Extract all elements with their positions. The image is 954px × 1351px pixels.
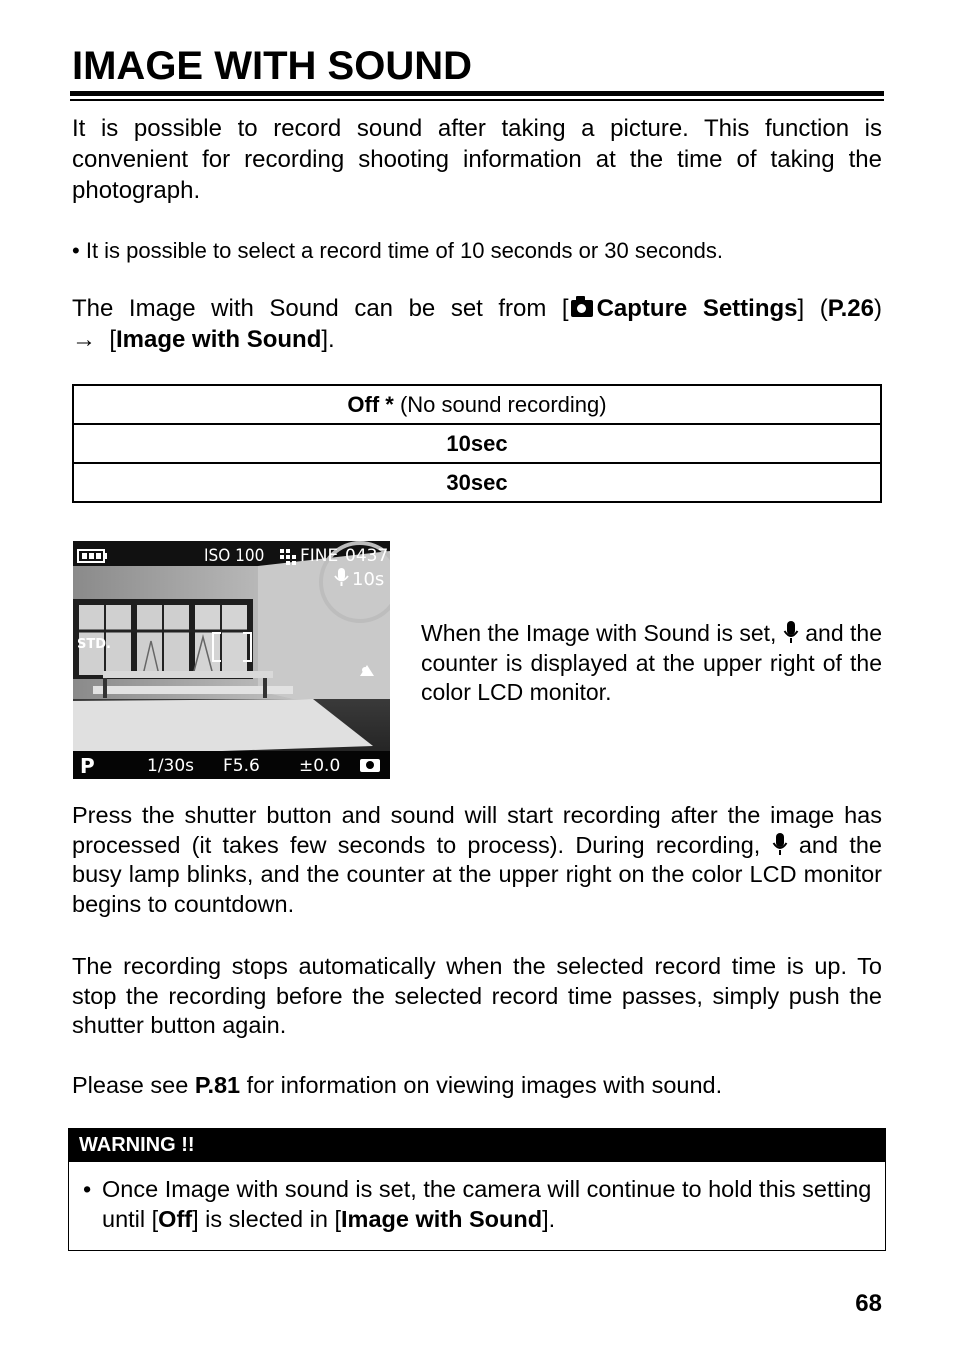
- seealso-after: for information on viewing images with sound.: [240, 1072, 723, 1098]
- page-ref-26: P.26: [827, 295, 874, 322]
- capture-path-after: ): [874, 295, 882, 322]
- warning-image-with-sound-ref: Image with Sound: [341, 1206, 543, 1232]
- lcd-exposure-comp: ±0.0: [299, 756, 341, 776]
- title-rule-thick: [70, 91, 884, 96]
- recording-stops-paragraph: The recording stops automatically when the selected record time is up. To stop the recording before the selected record time passes, simply push the shutter button again.: [72, 953, 882, 1038]
- lcd-aperture: F5.6: [223, 756, 260, 776]
- page-ref-81: P.81: [194, 1072, 241, 1098]
- warning-text: [102, 1174, 873, 1234]
- capture-path-row2: [72, 324, 882, 355]
- option-30sec-label: 30sec: [446, 469, 508, 495]
- option-cell-30sec: [73, 463, 881, 502]
- title-rule-thin: [70, 99, 884, 101]
- warning-text-1: Once Image with sound is set, the camera will continue to hold this setting until [: [102, 1176, 872, 1232]
- warning-header-text: WARNING !!: [79, 1134, 195, 1156]
- lcd-exposure-mode: P: [80, 754, 95, 778]
- table-row: [73, 463, 881, 502]
- option-off-note: (No sound recording): [393, 391, 607, 417]
- lcd-scene: [73, 541, 390, 779]
- bullet-dot: •: [72, 238, 80, 263]
- press-after: and the busy lamp blinks, and the counter at the upper right on the color LCD monitor begins to countdown.: [72, 831, 882, 917]
- capture-settings-path: [72, 293, 882, 355]
- lcd-sound-counter: 10s: [352, 569, 385, 590]
- lcd-caption: [421, 619, 882, 708]
- table-row: [73, 424, 881, 463]
- lcd-iso: ISO 100: [204, 546, 265, 566]
- capture-path-prefix: The Image with Sound can be set from [: [72, 295, 569, 322]
- lcd-monitor-photo: [73, 541, 390, 779]
- option-cell-off: [73, 385, 881, 424]
- record-time-note-text: It is possible to select a record time of 10 seconds or 30 seconds.: [85, 238, 723, 263]
- option-cell-10sec: [73, 424, 881, 463]
- intro-paragraph: It is possible to record sound after taking a picture. This function is convenient for recording shooting information at the time of taking the photograph.: [72, 115, 882, 204]
- warning-body: [83, 1174, 873, 1234]
- image-with-sound-menu-ref: Image with Sound: [116, 326, 322, 353]
- record-time-note: [72, 235, 882, 266]
- arrow-right-icon: →: [72, 326, 96, 353]
- table-row: [73, 385, 881, 424]
- capture-path-row1: [72, 293, 882, 324]
- press-before: Press the shutter button and sound will start recording after the image has processed (it takes few seconds to process). During recording,: [72, 802, 882, 858]
- bracket-open: [: [109, 326, 117, 353]
- lcd-shutter-speed: 1/30s: [147, 756, 195, 776]
- microphone-icon: [772, 832, 788, 856]
- warning-bullet: •: [83, 1176, 92, 1202]
- camera-icon: [571, 300, 593, 317]
- options-table: [72, 384, 882, 503]
- warning-text-3: ].: [542, 1206, 556, 1232]
- capture-settings-menu-ref: Capture Settings: [596, 295, 798, 322]
- seealso-before: Please see: [72, 1072, 195, 1098]
- caption-before: When the Image with Sound is set,: [421, 620, 777, 646]
- page-title: IMAGE WITH SOUND: [72, 44, 472, 88]
- warning-off-ref: Off: [158, 1206, 193, 1232]
- warning-box: [68, 1128, 886, 1251]
- bracket-close: ].: [321, 326, 335, 353]
- page-number: 68: [855, 1290, 882, 1317]
- option-10sec-label: 10sec: [446, 430, 508, 456]
- lcd-shots-remaining: 0437: [345, 546, 389, 566]
- warning-text-2: ] is slected in [: [192, 1206, 342, 1232]
- microphone-icon: [783, 620, 799, 644]
- caption-after: and the counter is displayed at the upper right of the color LCD monitor.: [421, 620, 883, 705]
- capture-path-mid: ] (: [797, 295, 828, 322]
- press-shutter-paragraph: [72, 801, 882, 919]
- lcd-color-style: STD.: [77, 637, 111, 652]
- option-off-label: Off *: [347, 391, 394, 417]
- lcd-quality: FINE: [300, 546, 339, 566]
- warning-header: [69, 1129, 885, 1162]
- see-also-paragraph: [72, 1070, 882, 1101]
